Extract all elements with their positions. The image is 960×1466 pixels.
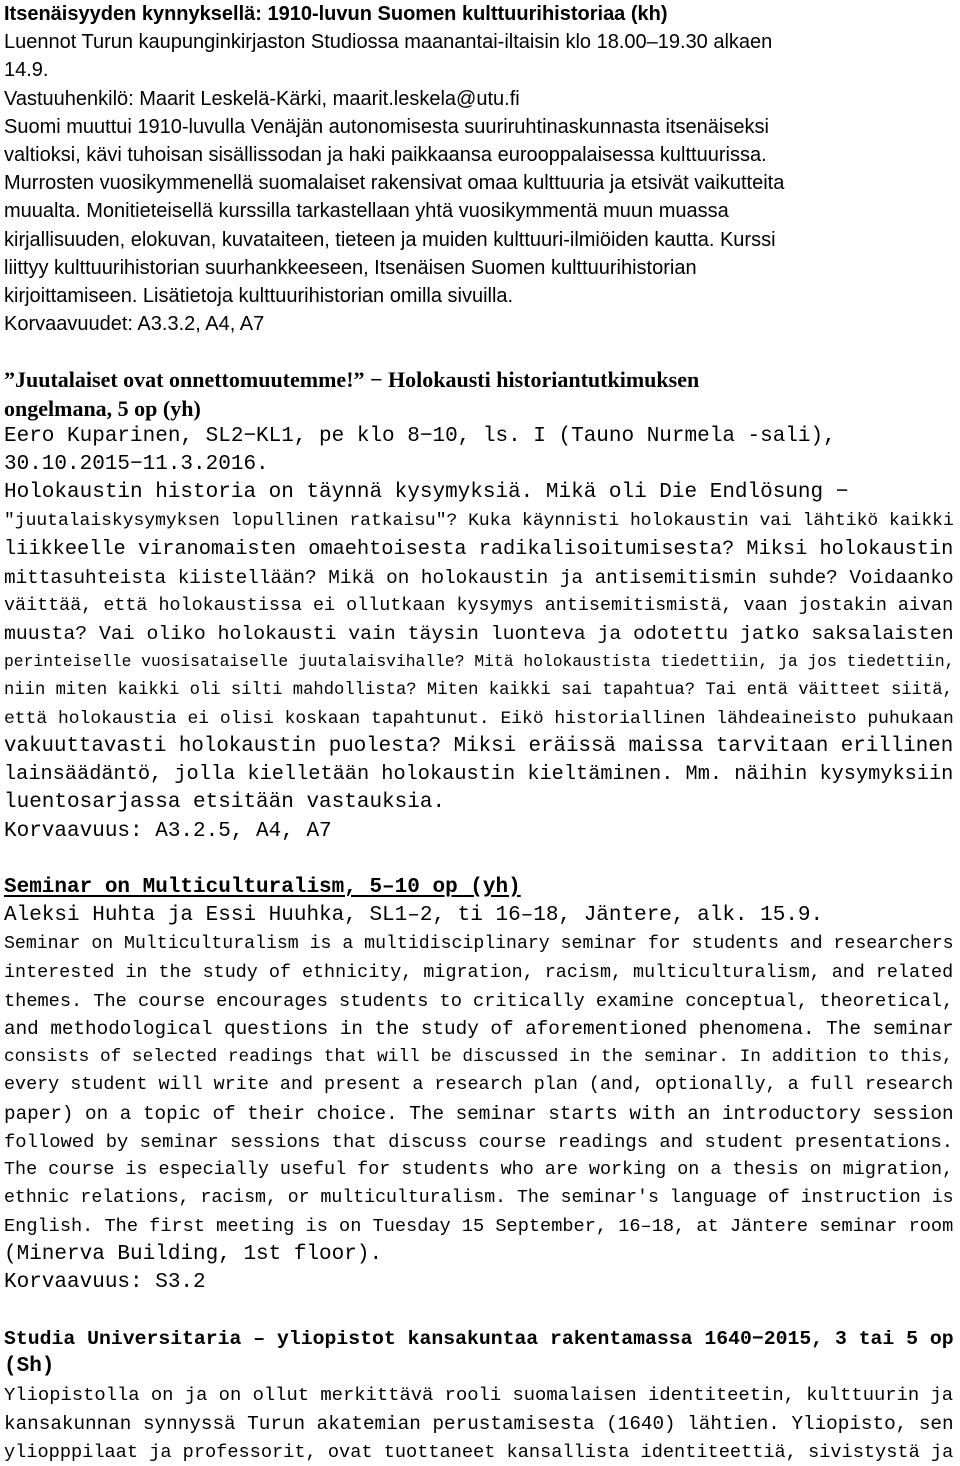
text-line: Luennot Turun kaupunginkirjaston Studiossa maanantai-iltaisin klo 18.00–19.30 alkaen bbox=[4, 31, 773, 54]
text-line: valtioksi, kävi tuhoisan sisällissodan ja haki paikkaansa eurooppalaisessa kulttuurissa. bbox=[4, 144, 767, 167]
text-line: (Minerva Building, 1st floor). bbox=[4, 1242, 383, 1266]
text-line: Vastuuhenkilö: Maarit Leskelä-Kärki, maarit.leskela@utu.fi bbox=[4, 87, 520, 110]
text-line: muusta? Vai oliko holokausti vain täysin luonteva ja odotettu jatko saksalaisten bbox=[4, 623, 954, 646]
text-line: vakuuttavasti holokaustin puolesta? Miksi eräissä maissa tarvitaan erillinen bbox=[4, 735, 954, 759]
text-line: kansakunnan synnyssä Turun akatemian perustamisesta (1640) lähtien. Yliopisto, sen bbox=[4, 1412, 954, 1435]
text-line: Holokaustin historia on täynnä kysymyksiä. Mikä oli Die Endlösung − bbox=[4, 481, 849, 505]
text-line: every student will write and present a research plan (and, optionally, a full research bbox=[4, 1074, 954, 1096]
text-line: ethnic relations, racism, or multiculturalism. The seminar's language of instruction is bbox=[4, 1188, 954, 1209]
text-line: Suomi muuttui 1910-luvulla Venäjän autonomisesta suuriruhtinaskunnasta itsenäiseksi bbox=[4, 115, 769, 138]
course-seminar-multiculturalism bbox=[4, 874, 956, 1297]
text-line: lainsäädäntö, jolla kielletään holokaustin kieltäminen. Mm. näihin kysymyksiin bbox=[4, 763, 954, 787]
text-line: and methodological questions in the study of aforementioned phenomena. The seminar bbox=[4, 1017, 954, 1040]
text-line: niin miten kaikki oli silti mahdollista? Miten kaikki sai tapahtua? Tai entä väitteet siitä, bbox=[4, 680, 953, 700]
credits-line: Korvaavuus: S3.2 bbox=[4, 1270, 206, 1294]
text-line: English. The first meeting is on Tuesday 15 September, 16–18, at Jäntere seminar room bbox=[4, 1215, 954, 1238]
text-line: 30.10.2015−11.3.2016. bbox=[4, 453, 269, 477]
course-studia-universitaria bbox=[4, 1325, 956, 1466]
text-line: consists of selected readings that will be discussed in the seminar. In addition to this, bbox=[4, 1047, 953, 1068]
course-title: ”Juutalaiset ovat onnettomuutemme!” − Holokausti historiantutkimuksen bbox=[4, 367, 700, 393]
text-line: kirjallisuuden, elokuvan, kuvataiteen, tieteen ja muiden kulttuuri-ilmiöiden kautta. Kurssi bbox=[4, 228, 776, 251]
text-line: interested in the study of ethnicity, migration, racism, multiculturalism, and related bbox=[4, 961, 954, 983]
text-line: Murrosten vuosikymmenellä suomalaiset rakensivat omaa kulttuuria ja etsivät vaikutteita bbox=[4, 172, 785, 195]
text-line: perinteiselle vuosisataiselle juutalaisvihalle? Mitä holokaustista tiedettiin, ja jos tiedettiin, bbox=[4, 652, 955, 672]
text-line: yliopppilaat ja professorit, ovat tuottaneet kansallista identiteettiä, sivistystä ja bbox=[4, 1440, 954, 1463]
course-body bbox=[4, 423, 956, 846]
course-title: ongelmana, 5 op (yh) bbox=[4, 395, 201, 421]
credits-line: Korvaavuudet: A3.3.2, A4, A7 bbox=[4, 313, 265, 336]
text-line: "juutalaiskysymyksen lopullinen ratkaisu"? Kuka käynnisti holokaustin vai lähtikö kaikki bbox=[4, 511, 954, 532]
text-line: paper) on a topic of their choice. The seminar starts with an introductory session bbox=[4, 1102, 954, 1125]
text-line: liikkeelle viranomaisten omaehtoisesta radikalisoitumisesta? Miksi holokaustin bbox=[4, 537, 954, 561]
course-title: Itsenäisyyden kynnyksellä: 1910-luvun Suomen kulttuurihistoriaa (kh) bbox=[4, 3, 668, 25]
text-line: Aleksi Huhta ja Essi Huuhka, SL1–2, ti 16–18, Jäntere, alk. 15.9. bbox=[4, 904, 824, 928]
text-line: Eero Kuparinen, SL2−KL1, pe klo 8−10, ls. I (Tauno Nurmela -sali), bbox=[4, 424, 836, 448]
text-line: The course is especially useful for students who are working on a thesis on migration, bbox=[4, 1158, 954, 1180]
text-line: followed by seminar sessions that discuss course readings and student presentations. bbox=[4, 1130, 954, 1153]
text-line: kirjoittamiseen. Lisätietoja kulttuurihistorian omilla sivuilla. bbox=[4, 285, 514, 308]
course-body bbox=[4, 902, 956, 1297]
text-line: luentosarjassa etsitään vastauksia. bbox=[4, 791, 446, 815]
course-title: Studia Universitaria – yliopistot kansakuntaa rakentamassa 1640−2015, 3 tai 5 op bbox=[4, 1327, 954, 1350]
text-line: muualta. Monitieteisellä kurssilla tarkastellaan yhtä vuosikymmentä muun muassa bbox=[4, 200, 729, 223]
text-line: themes. The course encourages students to critically examine conceptual, theoretical, bbox=[4, 989, 954, 1012]
course-title: Seminar on Multiculturalism, 5–10 op (yh) bbox=[4, 875, 521, 899]
text-line: Yliopistolla on ja on ollut merkittävä rooli suomalaisen identiteetin, kulttuurin ja bbox=[4, 1384, 954, 1407]
text-line: väittää, että holokaustissa ei ollutkaan kysymys antisemitismistä, vaan jostakin aivan bbox=[4, 595, 954, 617]
course-body bbox=[4, 28, 956, 338]
text-line: Seminar on Multiculturalism is a multidisciplinary seminar for students and researchers bbox=[4, 934, 954, 955]
course-holokausti bbox=[4, 366, 956, 845]
course-title: (Sh) bbox=[4, 1355, 55, 1379]
course-body bbox=[4, 1381, 956, 1466]
text-line: mittasuhteista kiistellään? Mikä on holokaustin ja antisemitismin suhde? Voidaanko bbox=[4, 566, 954, 589]
text-line: että holokaustia ei olisi koskaan tapahtunut. Eikö historiallinen lähdeaineisto puhukaan bbox=[4, 708, 954, 729]
text-line: 14.9. bbox=[4, 59, 49, 82]
credits-line: Korvaavuus: A3.2.5, A4, A7 bbox=[4, 819, 332, 843]
document-page bbox=[4, 0, 956, 1466]
text-line: liittyy kulttuurihistorian suurhankkeeseen, Itsenäisen Suomen kulttuurihistorian bbox=[4, 256, 697, 279]
course-itsenaisyyden-kynnyksella bbox=[4, 0, 956, 338]
